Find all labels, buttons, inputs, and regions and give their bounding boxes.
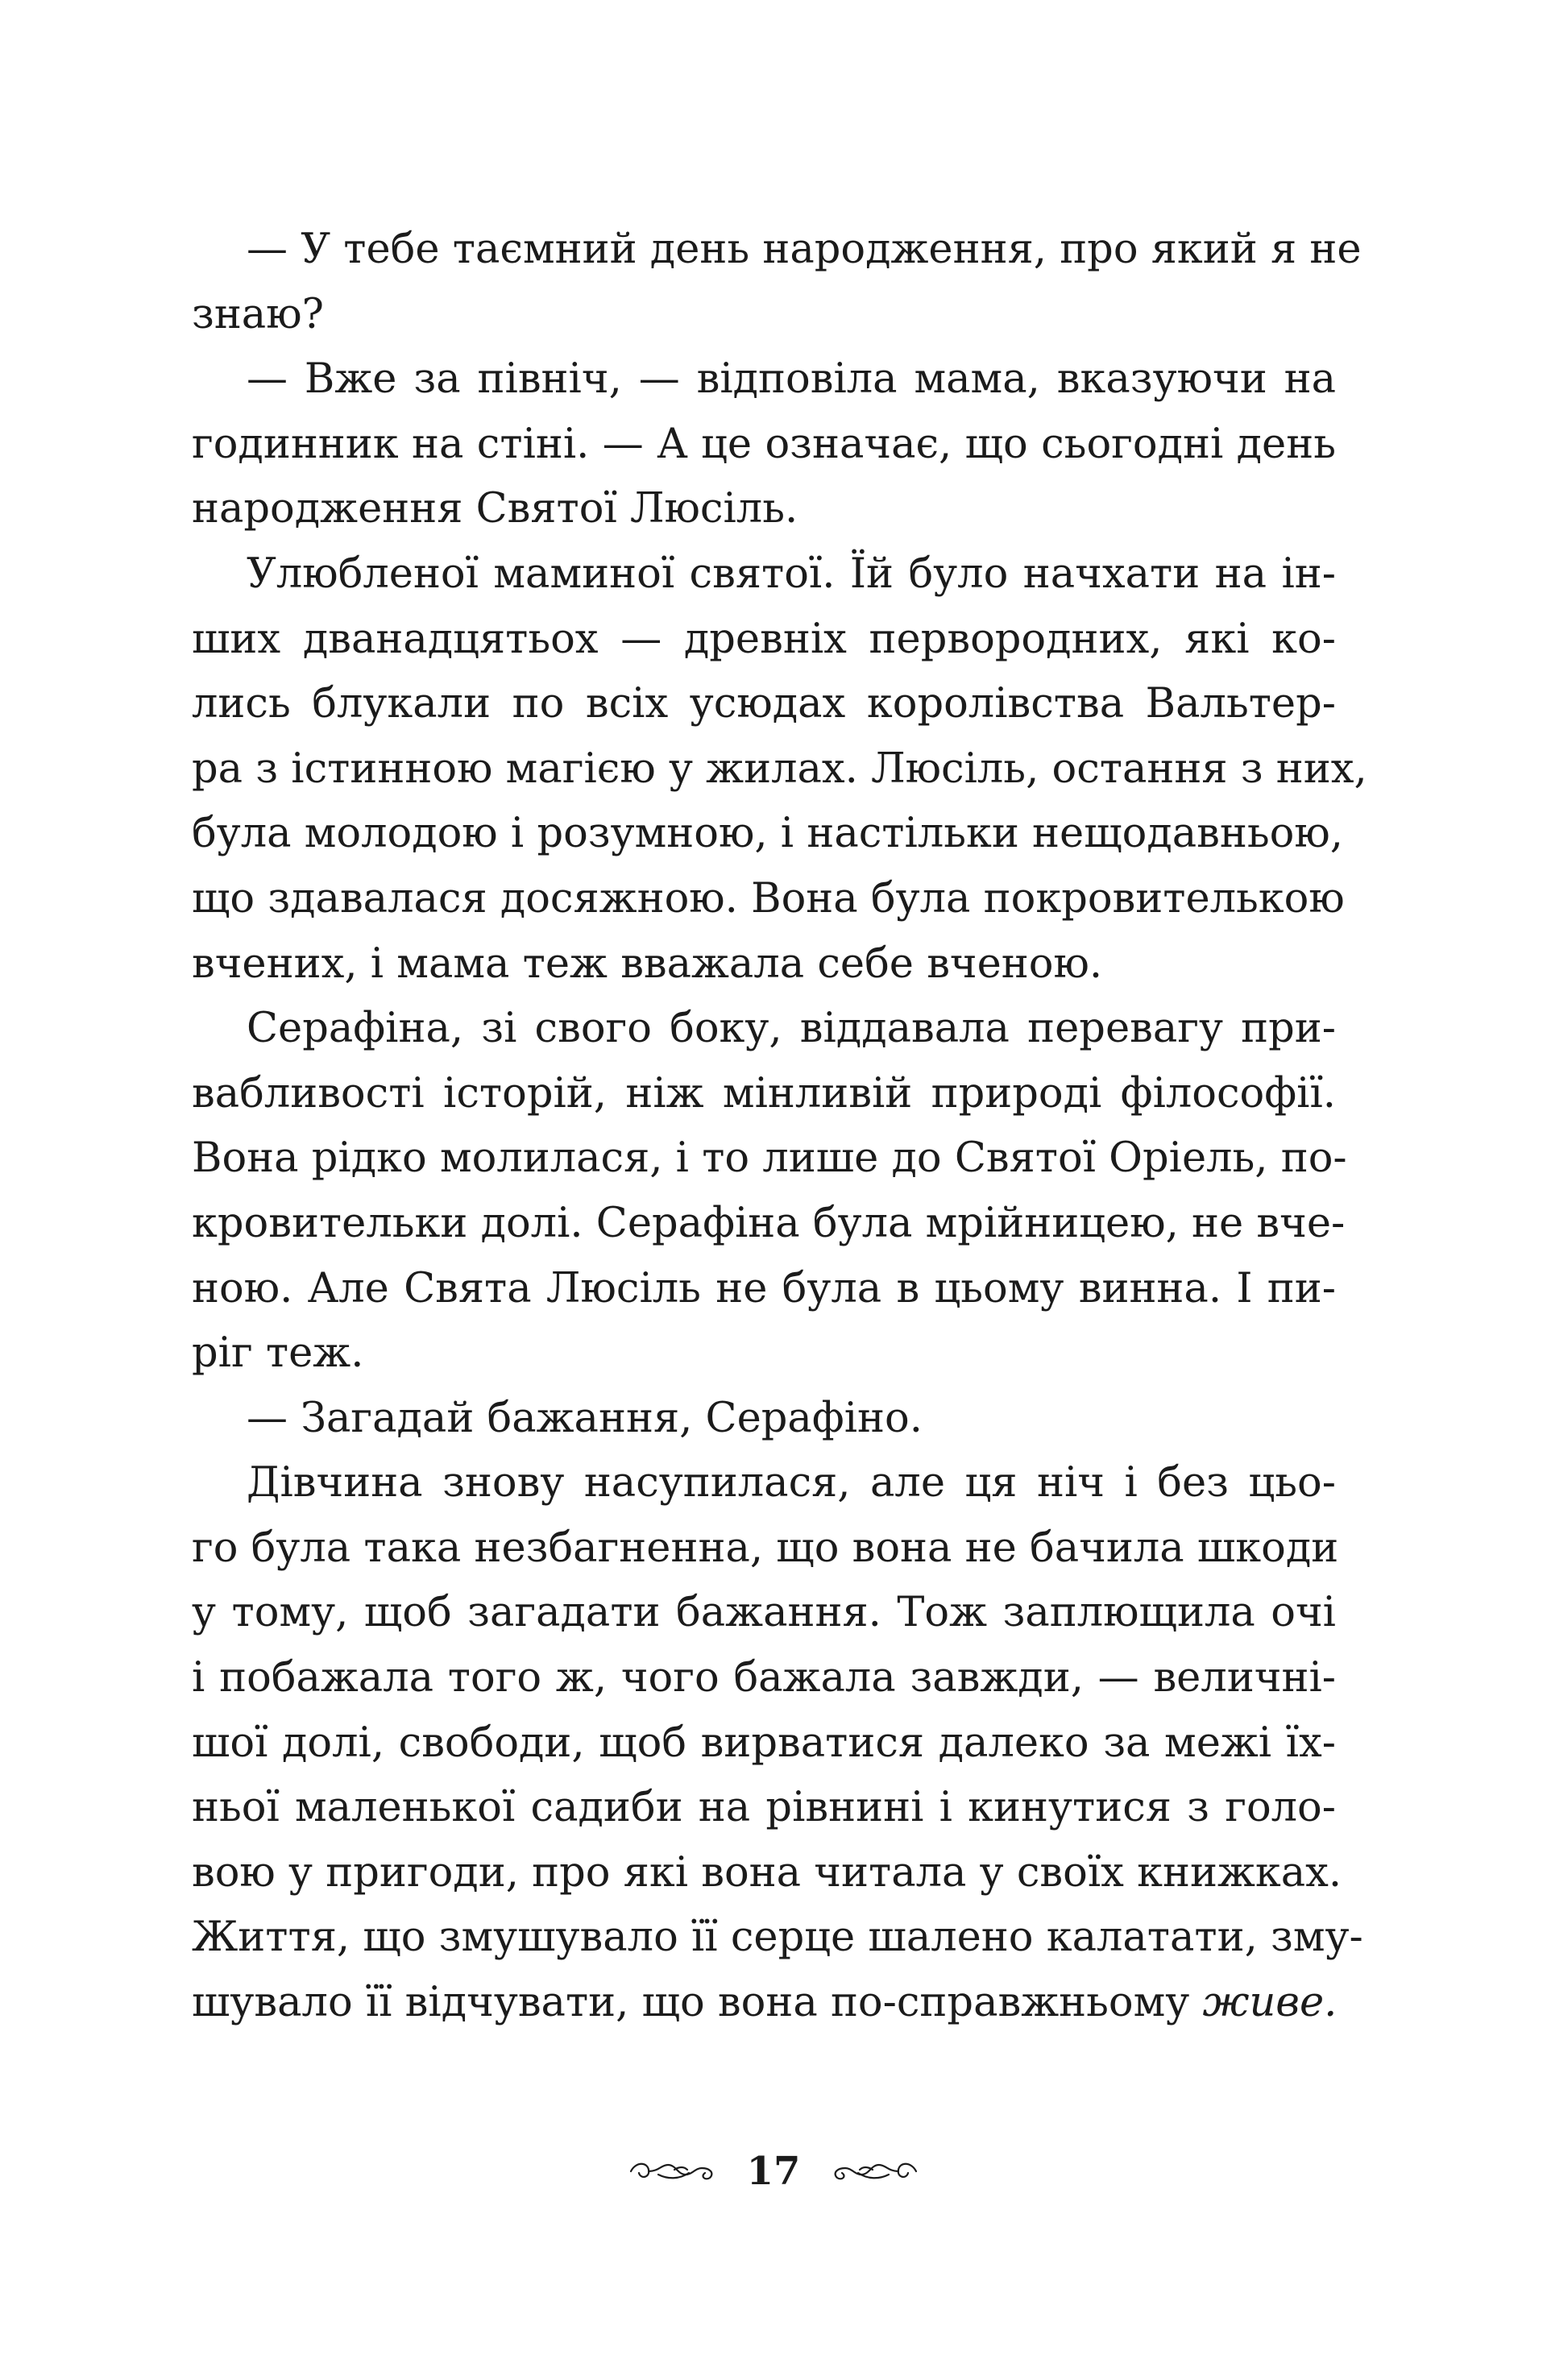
text-line-last: [192, 1971, 1336, 2036]
text-line: знаю?: [192, 290, 324, 338]
text-line: ріг теж.: [192, 1329, 364, 1378]
text-line: шої долі, свободи, щоб вирватися далеко за межі їх-: [192, 1719, 1336, 1767]
text-line: лись блукали по всіх усюдах королівства Вальтер-: [192, 680, 1336, 728]
text-line: Дівчина знову насупилася, але ця ніч і без цьо-: [247, 1459, 1336, 1507]
text-line: Вона рідко молилася, і то лише до Святої Оріель, по-: [192, 1134, 1347, 1183]
text-line: ною. Але Свята Люсіль не була в цьому винна. І пи-: [192, 1264, 1336, 1312]
text-line-last-plain: шувало її відчувати, що вона по-справжньому: [192, 1979, 1203, 2027]
page-body-text: [192, 218, 1367, 2036]
text-line: ньої маленької садиби на рівнині і кинутися з голо-: [192, 1784, 1336, 1832]
text-line: Серафіна, зі свого боку, віддавала перевагу при-: [247, 1005, 1336, 1053]
text-line: і побажала того ж, чого бажала завжди, — величні-: [192, 1654, 1336, 1702]
text-line: ра з істинною магією у жилах. Люсіль, остання з них,: [192, 744, 1367, 793]
text-line: кровительки долі. Серафіна була мрійницею, не вче-: [192, 1199, 1346, 1247]
text-line: народження Святої Люсіль.: [192, 485, 798, 533]
text-line: вою у пригоди, про які вона читала у своїх книжках.: [192, 1848, 1342, 1897]
text-line: у тому, щоб загадати бажання. Тож заплющила очі: [192, 1589, 1336, 1637]
text-line: була молодою і розумною, і настільки нещодавньою,: [192, 810, 1343, 858]
text-line: го була така незбагненна, що вона не бачила шкоди: [192, 1524, 1339, 1572]
text-line: — Загадай бажання, Серафіно.: [247, 1394, 923, 1442]
text-line: вчених, і мама теж вважала себе вченою.: [192, 939, 1103, 988]
flourish-left-icon: [626, 2155, 723, 2187]
page-footer: [0, 2143, 1547, 2200]
text-line: ших дванадцятьох — древніх первородних, які ко-: [192, 615, 1336, 663]
text-line: Улюбленої маминої святої. Їй було начхати на ін-: [247, 549, 1336, 598]
text-line: Життя, що змушувало її серце шалено калатати, зму-: [192, 1914, 1363, 1962]
text-line: вабливості історій, ніж мінливій природі філософії.: [192, 1069, 1336, 1117]
text-line: — У тебе таємний день народження, про який я не: [247, 226, 1362, 273]
text-line: що здавалася досяжною. Вона була покровителькою: [192, 874, 1345, 923]
text-line: — Вже за північ, — відповіла мама, вказуючи на: [247, 355, 1336, 404]
page-number: 17: [746, 2149, 801, 2194]
emphasized-word: живе.: [1202, 1979, 1338, 2027]
text-line: годинник на стіні. — А це означає, що сьогодні день: [192, 420, 1336, 468]
flourish-right-icon: [824, 2155, 921, 2187]
